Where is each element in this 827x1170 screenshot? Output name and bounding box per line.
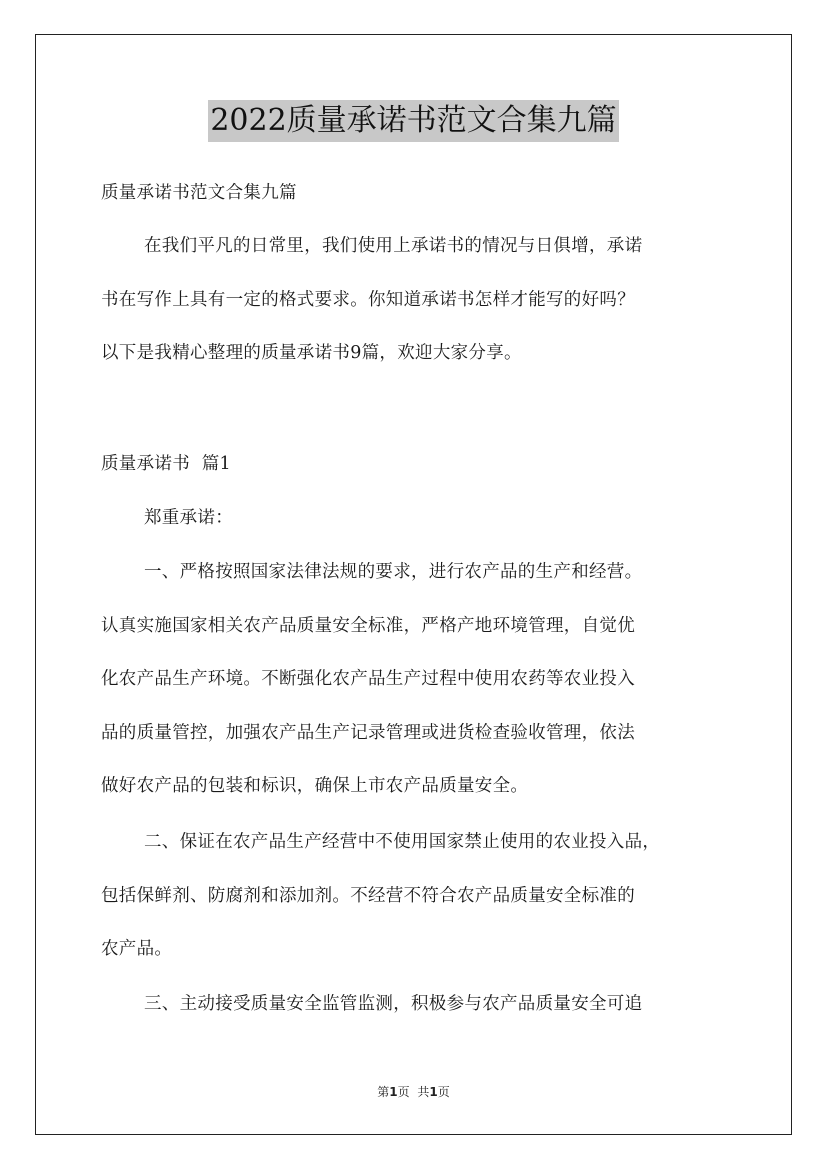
page-suffix: 页 (397, 1085, 410, 1099)
page-prefix: 第 (377, 1085, 390, 1099)
item-2-line: 农产品。 (101, 939, 173, 959)
greeting: 郑重承诺： (144, 508, 233, 528)
intro-line: 以下是我精心整理的质量承诺书9篇，欢迎大家分享。 (101, 343, 522, 363)
intro-line: 在我们平凡的日常里，我们使用上承诺书的情况与日俱增，承诺 (144, 236, 643, 256)
item-2-line: 包括保鲜剂、防腐剂和添加剂。不经营不符合农产品质量安全标准的 (101, 885, 635, 906)
total-pages: 1 (429, 1085, 438, 1099)
item-3-paragraph (101, 978, 741, 1032)
subtitle-block (101, 167, 741, 221)
item-1-paragraph (101, 546, 741, 814)
section-heading-block (101, 438, 741, 492)
page-footer (0, 1083, 827, 1100)
item-1-line: 品的质量管控，加强农产品生产记录管理或进货检查验收管理，依法 (101, 722, 635, 743)
page-number: 1 (389, 1085, 398, 1099)
item-1-line: 认真实施国家相关农产品质量安全标准，严格产地环境管理，自觉优 (101, 615, 635, 636)
subtitle: 质量承诺书范文合集九篇 (101, 183, 297, 203)
item-2-paragraph (101, 816, 741, 977)
item-2-line: 二、保证在农产品生产经营中不使用国家禁止使用的农业投入品， (144, 832, 661, 852)
item-3-line: 三、主动接受质量安全监管监测，积极参与农产品质量安全可追 (144, 994, 643, 1014)
total-suffix: 页 (437, 1085, 450, 1099)
document-title: 2022质量承诺书范文合集九篇 (208, 100, 618, 142)
total-prefix: 共 (417, 1085, 430, 1099)
document-title-container (0, 100, 827, 142)
intro-line: 书在写作上具有一定的格式要求。你知道承诺书怎样才能写的好吗？ (101, 289, 635, 310)
item-1-line: 做好农产品的包装和标识，确保上市农产品质量安全。 (101, 776, 529, 796)
item-1-line: 一、严格按照国家法律法规的要求，进行农产品的生产和经营。 (144, 562, 643, 582)
section-heading: 质量承诺书 篇1 (101, 454, 231, 474)
greeting-block (101, 492, 741, 546)
intro-paragraph (101, 220, 741, 381)
item-1-line: 化农产品生产环境。不断强化农产品生产过程中使用农药等农业投入 (101, 669, 635, 689)
